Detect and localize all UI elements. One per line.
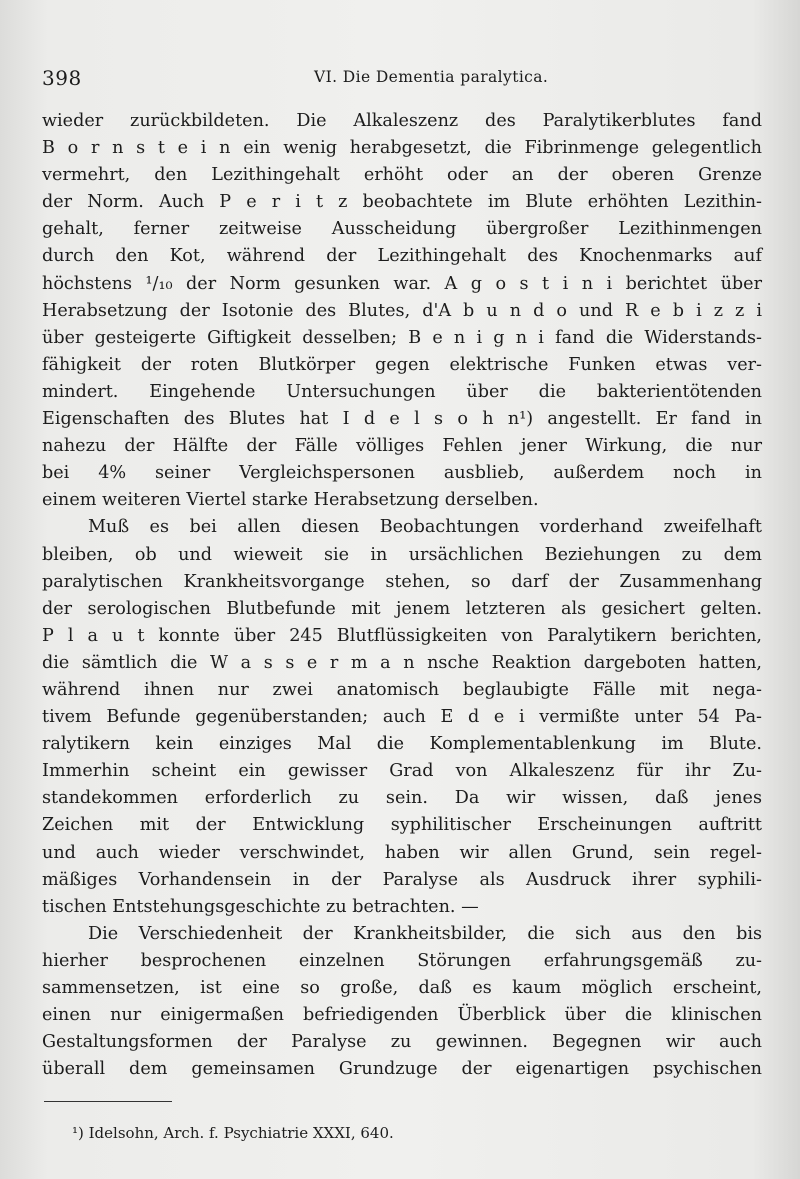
text-line: und auch wieder verschwindet, haben wir allen Grund, sein regel- bbox=[42, 842, 762, 863]
text-line: mäßiges Vorhandensein in der Paralyse als Ausdruck ihrer syphili- bbox=[42, 869, 762, 890]
paragraph-2 bbox=[42, 514, 762, 920]
text-line: durch den Kot, während der Lezithingehalt des Knochenmarks auf bbox=[42, 246, 762, 267]
text-line: Muß es bei allen diesen Beobachtungen vorderhand zweifelhaft bbox=[88, 517, 762, 538]
text-line: B o r n s t e i n ein wenig herabgesetzt, die Fibrinmenge gelegentlich bbox=[42, 138, 762, 159]
text-line: wieder zurückbildeten. Die Alkaleszenz des Paralytikerblutes fand bbox=[42, 111, 762, 131]
text-line: der Norm. Auch P e r i t z beobachtete im Blute erhöhten Lezithin- bbox=[42, 192, 762, 213]
footnote-divider bbox=[44, 1101, 172, 1102]
text-line: tivem Befunde gegenüberstanden; auch E d e i vermißte unter 54 Pa- bbox=[42, 707, 762, 728]
text-line: Gestaltungsformen der Paralyse zu gewinnen. Begegnen wir auch bbox=[42, 1032, 762, 1053]
text-line: nahezu der Hälfte der Fälle völliges Fehlen jener Wirkung, die nur bbox=[42, 436, 762, 457]
text-line: der serologischen Blutbefunde mit jenem letzteren als gesichert gelten. bbox=[42, 598, 762, 619]
text-line: tischen Entstehungsgeschichte zu betrachten. — bbox=[42, 896, 479, 917]
text-line: einen nur einigermaßen befriedigenden Überblick über die klinischen bbox=[42, 1005, 762, 1026]
text-line: bleiben, ob und wieweit sie in ursächlichen Beziehungen zu dem bbox=[42, 544, 762, 565]
text-line: die sämtlich die W a s s e r m a n nsche Reaktion dargeboten hatten, bbox=[42, 652, 762, 673]
text-line: fähigkeit der roten Blutkörper gegen elektrische Funken etwas ver- bbox=[42, 354, 762, 375]
text-line: einem weiteren Viertel starke Herabsetzung derselben. bbox=[42, 490, 539, 511]
text-line: vermehrt, den Lezithingehalt erhöht oder an der oberen Grenze bbox=[42, 165, 762, 186]
text-line: Eigenschaften des Blutes hat I d e l s o h n¹) angestellt. Er fand in bbox=[42, 409, 762, 430]
page-header bbox=[42, 66, 758, 90]
text-line: standekommen erforderlich zu sein. Da wir wissen, daß jenes bbox=[42, 788, 762, 809]
body-text bbox=[42, 108, 762, 1083]
text-line: Die Verschiedenheit der Krankheitsbilder, die sich aus den bis bbox=[88, 923, 762, 944]
text-line: ralytikern kein einziges Mal die Komplementablenkung im Blute. bbox=[42, 734, 762, 755]
page-number: 398 bbox=[42, 66, 82, 90]
text-line: mindert. Eingehende Untersuchungen über die bakterientötenden bbox=[42, 381, 762, 402]
text-line: P l a u t konnte über 245 Blutflüssigkeiten von Paralytikern berichten, bbox=[42, 625, 762, 646]
paragraph-1 bbox=[42, 108, 762, 514]
text-line: bei 4% seiner Vergleichspersonen ausblieb, außerdem noch in bbox=[42, 463, 762, 484]
text-line: Immerhin scheint ein gewisser Grad von Alkaleszenz für ihr Zu- bbox=[42, 761, 762, 782]
text-line: hierher besprochenen einzelnen Störungen erfahrungsgemäß zu- bbox=[42, 950, 762, 971]
text-line: höchstens ¹/₁₀ der Norm gesunken war. A g o s t i n i berichtet über bbox=[42, 273, 762, 294]
text-line: sammensetzen, ist eine so große, daß es kaum möglich erscheint, bbox=[42, 978, 762, 998]
paragraph-3 bbox=[42, 921, 762, 1084]
running-head: VI. Die Dementia paralytica. bbox=[314, 68, 549, 86]
text-line: Herabsetzung der Isotonie des Blutes, d'A b u n d o und R e b i z z i bbox=[42, 300, 762, 321]
text-line: gehalt, ferner zeitweise Ausscheidung übergroßer Lezithinmengen bbox=[42, 219, 762, 240]
text-line: über gesteigerte Giftigkeit desselben; B e n i g n i fand die Widerstands- bbox=[42, 327, 762, 348]
text-line: überall dem gemeinsamen Grundzuge der eigenartigen psychischen bbox=[42, 1059, 762, 1080]
text-line: paralytischen Krankheitsvorgange stehen, so darf der Zusammenhang bbox=[42, 571, 762, 592]
text-line: Zeichen mit der Entwicklung syphilitischer Erscheinungen auftritt bbox=[42, 815, 762, 836]
footnote: ¹) Idelsohn, Arch. f. Psychiatrie XXXI, 640. bbox=[72, 1124, 394, 1142]
text-line: während ihnen nur zwei anatomisch beglaubigte Fälle mit nega- bbox=[42, 679, 762, 700]
